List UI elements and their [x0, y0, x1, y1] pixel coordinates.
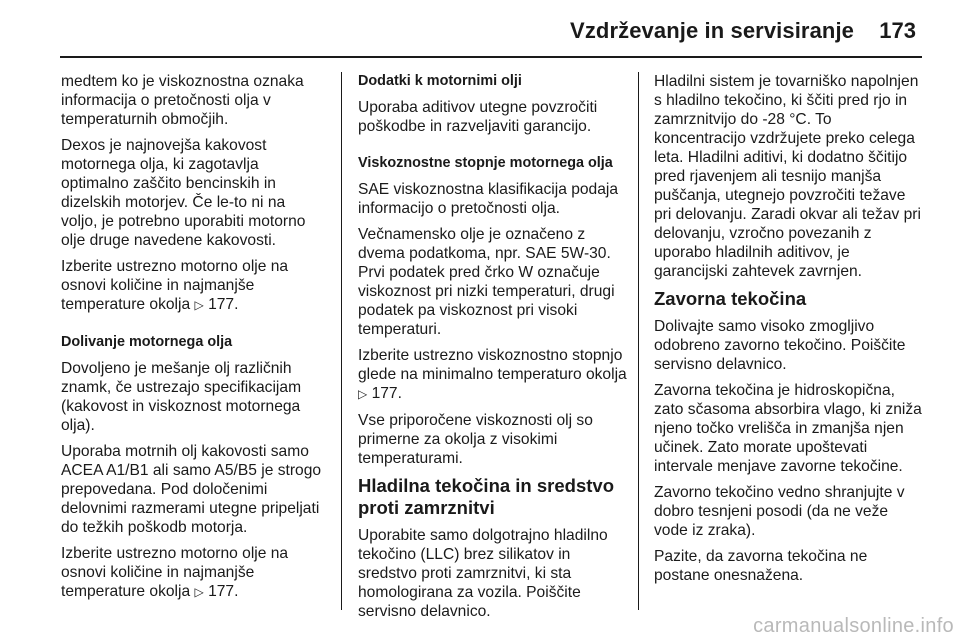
paragraph: Dexos je najnovejša kakovost motornega olja, ki zagotavlja optimalno zaščito bencinskih in dizelskih motorjev. Če le-to ni na voljo, je potrebno uporabiti motorno olje druge navedene kakovosti.	[61, 137, 306, 249]
paragraph: Dovoljeno je mešanje olj različnih znamk, če ustrezajo specifikacijam (kakovost in viskoznost motornega olja).	[61, 360, 302, 434]
watermark: carmanualsonline.info	[753, 615, 954, 637]
arrow-right-icon: ▷	[194, 298, 204, 312]
column-1	[61, 72, 325, 609]
spacer	[358, 143, 628, 154]
paragraph: Izberite ustrezno motorno olje na osnovi količine in najmanjše temperature okolja ▷ 177.	[61, 258, 289, 313]
page-reference-link[interactable]: 177.	[371, 385, 402, 402]
paragraph: Zavorna tekočina je hidroskopična, zato sčasoma absorbira vlago, ki zniža njeno točko vrelišča in zmanjša njen učinek. Zato morate upoštevati intervale menjave zavorne tekočine.	[654, 382, 922, 475]
paragraph: Večnamensko olje je označeno z dvema podatkoma, npr. SAE 5W-30. Prvi podatek pred črko W označuje viskoznost pri nizki temperaturi, drugi podatek pa viskoznost pri visoki temperaturi.	[358, 226, 615, 338]
page-reference-link[interactable]: 177.	[208, 296, 239, 313]
page-number: 173	[879, 18, 916, 43]
paragraph: medtem ko je viskoznostna oznaka informacija o pretočnosti olja v temperaturnih območjih.	[61, 73, 304, 128]
subheading-topping-up-oil: Dolivanje motornega olja	[61, 334, 233, 350]
section-heading-coolant: Hladilna tekočina in sredstvo proti zamrznitvi	[358, 475, 614, 518]
arrow-right-icon: ▷	[358, 387, 368, 401]
section-heading-brake-fluid: Zavorna tekočina	[654, 288, 807, 309]
page-header	[0, 0, 960, 64]
paragraph: Zavorno tekočino vedno shranjujte v dobro tesnjeni posodi (da ne veže vode iz zraka).	[654, 484, 905, 539]
spacer	[61, 322, 325, 333]
column-divider-2	[638, 72, 639, 610]
paragraph: SAE viskoznostna klasifikacija podaja informacijo o pretočnosti olja.	[358, 181, 619, 217]
subheading-viscosity-grades: Viskoznostne stopnje motornega olja	[358, 155, 613, 171]
column-divider-1	[341, 72, 342, 610]
header-rule	[60, 56, 922, 58]
column-3	[654, 72, 924, 592]
paragraph: Uporabite samo dolgotrajno hladilno tekočino (LLC) brez silikatov in sredstvo proti zamrznitvi, ki sta homologirana za vozila. Poiščite servisno delavnico.	[358, 527, 608, 620]
paragraph: Uporaba motrnih olj kakovosti samo ACEA A1/B1 ali samo A5/B5 je strogo prepovedana. Pod določenimi delovnimi razmerami utegne pripeljati do težkih poškodb motorja.	[61, 443, 322, 536]
page-title: Vzdrževanje in servisiranje	[570, 18, 854, 43]
paragraph: Dolivajte samo visoko zmogljivo odobreno zavorno tekočino. Poiščite servisno delavnico.	[654, 318, 906, 373]
page-reference-link[interactable]: 177.	[208, 583, 239, 600]
paragraph: Vse priporočene viskoznosti olj so primerne za okolja z visokimi temperaturami.	[358, 412, 593, 467]
arrow-right-icon: ▷	[194, 585, 204, 599]
subheading-oil-additives: Dodatki k motornimi olji	[358, 73, 522, 89]
paragraph: Izberite ustrezno viskoznostno stopnjo glede na minimalno temperaturo okolja ▷ 177.	[358, 347, 627, 402]
column-2	[358, 72, 628, 628]
paragraph: Hladilni sistem je tovarniško napolnjen s hladilno tekočino, ki ščiti pred rjo in zamrznitvijo do -28 °C. To koncentracijo vzdržujete preko celega leta. Hladilni aditivi, ki dodatno ščitijo pred rjavenjem ali tesnijo manjša puščanja, utegnejo povzročiti težave pri delovanju. Zaradi okvar ali težav pri delovanju, vzročno povezanih z uporabo hladilnih aditivov, je garancijski zahtevek zavrnjen.	[654, 73, 921, 280]
paragraph: Uporaba aditivov utegne povzročiti poškodbe in razveljaviti garancijo.	[358, 99, 598, 135]
paragraph: Izberite ustrezno motorno olje na osnovi količine in najmanjše temperature okolja ▷ 177.	[61, 545, 289, 600]
paragraph: Pazite, da zavorna tekočina ne postane onesnažena.	[654, 548, 868, 584]
